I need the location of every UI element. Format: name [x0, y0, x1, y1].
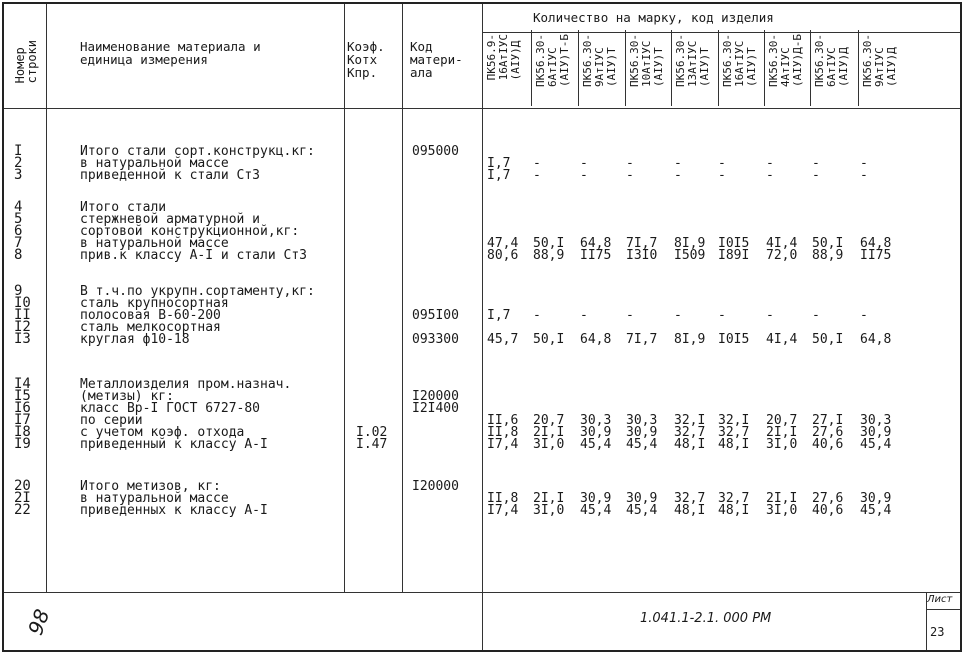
quantity-value: 7I,7: [626, 236, 658, 251]
material-name: (метизы) кг:: [80, 389, 174, 404]
quantity-value: I3I0: [626, 248, 658, 263]
quantity-value: -: [766, 308, 774, 323]
quantity-value: 7I,7: [626, 332, 658, 347]
row-number: I7: [14, 412, 31, 428]
quantity-value: 30,9: [580, 425, 612, 440]
material-code: I2I400: [412, 401, 459, 416]
quantity-value: -: [533, 308, 541, 323]
quantity-value: -: [718, 308, 726, 323]
quantity-value: -: [626, 308, 634, 323]
mark-col-divider: [858, 30, 859, 106]
coefficient-value: I.47: [356, 437, 388, 452]
quantity-value: 27,I: [812, 413, 844, 428]
material-name: в натуральной массе: [80, 491, 229, 506]
quantity-value: 64,8: [580, 332, 612, 347]
quantity-value: -: [674, 156, 682, 171]
mark-col-divider: [578, 30, 579, 106]
row-number: I5: [14, 388, 31, 404]
quantity-value: -: [766, 156, 774, 171]
quantity-value: -: [718, 156, 726, 171]
row-number: 5: [14, 211, 23, 227]
quantity-value: 30,9: [626, 425, 658, 440]
quantity-value: 48,I: [718, 503, 750, 518]
row-number: 4: [14, 199, 23, 215]
row-number: 3: [14, 167, 23, 183]
quantity-value: 50,I: [812, 332, 844, 347]
quantity-value: I0I5: [718, 236, 750, 251]
row-number-header: Номер строки: [13, 40, 39, 84]
quantity-value: 80,6: [487, 248, 519, 263]
row-number: II: [14, 307, 31, 323]
quantity-value: 32,I: [674, 413, 706, 428]
material-code: I20000: [412, 479, 459, 494]
quantity-value: I,7: [487, 156, 511, 171]
quantity-value: -: [626, 168, 634, 183]
col-divider: [402, 4, 403, 592]
quantity-value: -: [626, 156, 634, 171]
quantity-value: 32,7: [674, 425, 706, 440]
row-divider: [926, 609, 960, 610]
quantity-value: 8I,9: [674, 332, 706, 347]
quantity-value: 40,6: [812, 503, 844, 518]
quantity-value: 45,4: [860, 437, 892, 452]
quantity-value: 30,9: [860, 491, 892, 506]
material-name: В т.ч.по укрупн.сортаменту,кг:: [80, 284, 315, 299]
quantity-value: 32,I: [718, 413, 750, 428]
quantity-value: -: [674, 168, 682, 183]
quantity-value: 8I,9: [674, 236, 706, 251]
row-number: I4: [14, 376, 31, 392]
row-divider: [4, 108, 960, 109]
quantity-value: 45,4: [580, 503, 612, 518]
material-name: сталь крупносортная: [80, 296, 229, 311]
quantity-value: 4I,4: [766, 332, 798, 347]
handwritten-page-mark: 98: [23, 605, 55, 639]
quantity-value: 3I,0: [533, 437, 565, 452]
quantity-value: I509: [674, 248, 706, 263]
quantity-value: 30,9: [860, 425, 892, 440]
product-mark-header: ПК56.30- 6АтIУС (АIУ)Т-Б: [534, 34, 571, 87]
material-name: сталь мелкосортная: [80, 320, 221, 335]
quantity-value: 30,9: [626, 491, 658, 506]
material-name: круглая ф10-18: [80, 332, 190, 347]
quantity-value: -: [860, 168, 868, 183]
quantity-value: I,7: [487, 308, 511, 323]
row-number: I8: [14, 424, 31, 440]
material-code: 093300: [412, 332, 459, 347]
row-number: 2: [14, 155, 23, 171]
quantity-value: I7,4: [487, 503, 519, 518]
quantity-value: -: [812, 156, 820, 171]
quantity-value: -: [718, 168, 726, 183]
quantity-value: I,7: [487, 168, 511, 183]
quantity-value: 48,I: [674, 437, 706, 452]
material-name: в натуральной массе: [80, 156, 229, 171]
quantity-value: -: [533, 156, 541, 171]
product-mark-header: ПК56.30- 13АтIУС (АIУ)Т: [674, 34, 711, 87]
coefficient-header: Коэф. Котх Кпр.: [347, 39, 385, 80]
row-number: I: [14, 143, 23, 159]
quantity-value: 50,I: [533, 236, 565, 251]
row-number: 22: [14, 502, 31, 518]
material-name: по серии: [80, 413, 143, 428]
row-number: 6: [14, 223, 23, 239]
quantity-value: 45,4: [860, 503, 892, 518]
quantity-value: 2I,I: [533, 425, 565, 440]
row-number: I6: [14, 400, 31, 416]
mark-col-divider: [718, 30, 719, 106]
quantity-value: 64,8: [860, 236, 892, 251]
material-code-header: Код матери- ала: [410, 39, 463, 80]
row-number: 20: [14, 478, 31, 494]
row-number: 8: [14, 247, 23, 263]
material-name: полосовая В-60-200: [80, 308, 221, 323]
sheet-number: 23: [930, 625, 945, 639]
material-name: с учетом коэф. отхода: [80, 425, 245, 440]
quantity-value: I7,4: [487, 437, 519, 452]
material-name: сортовой конструкционной,кг:: [80, 224, 300, 239]
quantity-value: 27,6: [812, 425, 844, 440]
row-divider: [4, 592, 960, 593]
quantity-value: 50,I: [812, 236, 844, 251]
product-mark-header: ПК56.30- 10АтIУС (АIУ)Т: [628, 34, 665, 87]
quantity-value: 45,4: [626, 503, 658, 518]
quantity-value: -: [533, 168, 541, 183]
quantity-value: 64,8: [580, 236, 612, 251]
material-name: Металлоизделия пром.назнач.: [80, 377, 292, 392]
quantity-value: I0I5: [718, 332, 750, 347]
quantity-value: 45,4: [626, 437, 658, 452]
quantity-value: 20,7: [533, 413, 565, 428]
quantity-value: 30,3: [860, 413, 892, 428]
document-code: 1.041.1-2.1. 000 PM: [640, 611, 772, 626]
row-number: 9: [14, 283, 23, 299]
quantity-value: -: [812, 308, 820, 323]
quantity-value: -: [580, 156, 588, 171]
quantity-value: 4I,4: [766, 236, 798, 251]
quantity-value: II75: [860, 248, 892, 263]
material-code: 095000: [412, 144, 459, 159]
col-divider: [46, 4, 47, 592]
quantity-value: 32,7: [718, 491, 750, 506]
material-name: Итого метизов, кг:: [80, 479, 221, 494]
material-code: I20000: [412, 389, 459, 404]
quantity-value: 30,3: [626, 413, 658, 428]
row-number: I0: [14, 295, 31, 311]
sheet-label: Лист: [927, 594, 953, 605]
quantity-value: 45,7: [487, 332, 519, 347]
mark-col-divider: [531, 30, 532, 106]
coefficient-value: I.02: [356, 425, 388, 440]
quantity-value: -: [580, 168, 588, 183]
row-number: I9: [14, 436, 31, 452]
quantity-value: 3I,0: [533, 503, 565, 518]
quantity-value: -: [860, 156, 868, 171]
col-divider: [482, 4, 483, 650]
quantity-header: Количество на марку, код изделия: [533, 10, 774, 25]
quantity-value: II,8: [487, 491, 519, 506]
quantity-value: 32,7: [674, 491, 706, 506]
quantity-value: 30,3: [580, 413, 612, 428]
quantity-value: 45,4: [580, 437, 612, 452]
quantity-value: 72,0: [766, 248, 798, 263]
quantity-value: 48,I: [674, 503, 706, 518]
row-number: 7: [14, 235, 23, 251]
material-name-header: Наименование материала и единица измерения: [80, 39, 261, 67]
product-mark-header: ПК56.9- 16АтIУС (АIУ)Д: [485, 34, 522, 81]
row-divider: [482, 32, 960, 33]
product-mark-header: ПК56.30- 16АтIУС (АIУ)Т: [721, 34, 758, 87]
quantity-value: -: [674, 308, 682, 323]
quantity-value: 3I,0: [766, 503, 798, 518]
quantity-value: II,6: [487, 413, 519, 428]
material-name: класс Вр-I ГОСТ 6727-80: [80, 401, 261, 416]
row-number: I3: [14, 331, 31, 347]
quantity-value: II75: [580, 248, 612, 263]
quantity-value: 20,7: [766, 413, 798, 428]
quantity-value: 2I,I: [766, 425, 798, 440]
quantity-value: 88,9: [812, 248, 844, 263]
material-name: приведенной к стали Ст3: [80, 168, 261, 183]
product-mark-header: ПК56.30- 4АтIУС (АIУ)Д-Б: [767, 34, 804, 87]
material-name: приведенных к классу А-I: [80, 503, 268, 518]
material-code: 095I00: [412, 308, 459, 323]
mark-col-divider: [625, 30, 626, 106]
quantity-value: I89I: [718, 248, 750, 263]
mark-col-divider: [671, 30, 672, 106]
quantity-value: 2I,I: [766, 491, 798, 506]
quantity-value: 30,9: [580, 491, 612, 506]
quantity-value: 27,6: [812, 491, 844, 506]
material-name: Итого стали: [80, 200, 167, 215]
col-divider: [344, 4, 345, 592]
quantity-value: 2I,I: [533, 491, 565, 506]
quantity-value: 32,7: [718, 425, 750, 440]
quantity-value: II,8: [487, 425, 519, 440]
product-mark-header: ПК56.30- 9АтIУС (АIУ)Т: [581, 34, 618, 87]
quantity-value: 88,9: [533, 248, 565, 263]
product-mark-header: ПК56.30- 9АтIУС (АIУ)Д: [861, 34, 898, 87]
quantity-value: 47,4: [487, 236, 519, 251]
row-number: 2I: [14, 490, 31, 506]
quantity-value: 48,I: [718, 437, 750, 452]
quantity-value: -: [860, 308, 868, 323]
quantity-value: -: [812, 168, 820, 183]
material-name: в натуральной массе: [80, 236, 229, 251]
quantity-value: 3I,0: [766, 437, 798, 452]
quantity-value: 50,I: [533, 332, 565, 347]
material-name: стержневой арматурной и: [80, 212, 261, 227]
quantity-value: 64,8: [860, 332, 892, 347]
row-number: I2: [14, 319, 31, 335]
mark-col-divider: [764, 30, 765, 106]
mark-col-divider: [810, 30, 811, 106]
quantity-value: -: [766, 168, 774, 183]
material-name: прив.к классу А-I и стали Ст3: [80, 248, 307, 263]
product-mark-header: ПК56.30- 6АтIУС (АIУ)Д: [813, 34, 850, 87]
quantity-value: 40,6: [812, 437, 844, 452]
material-name: Итого стали сорт.конструкц.кг:: [80, 144, 315, 159]
material-name: приведенный к классу А-I: [80, 437, 268, 452]
quantity-value: -: [580, 308, 588, 323]
